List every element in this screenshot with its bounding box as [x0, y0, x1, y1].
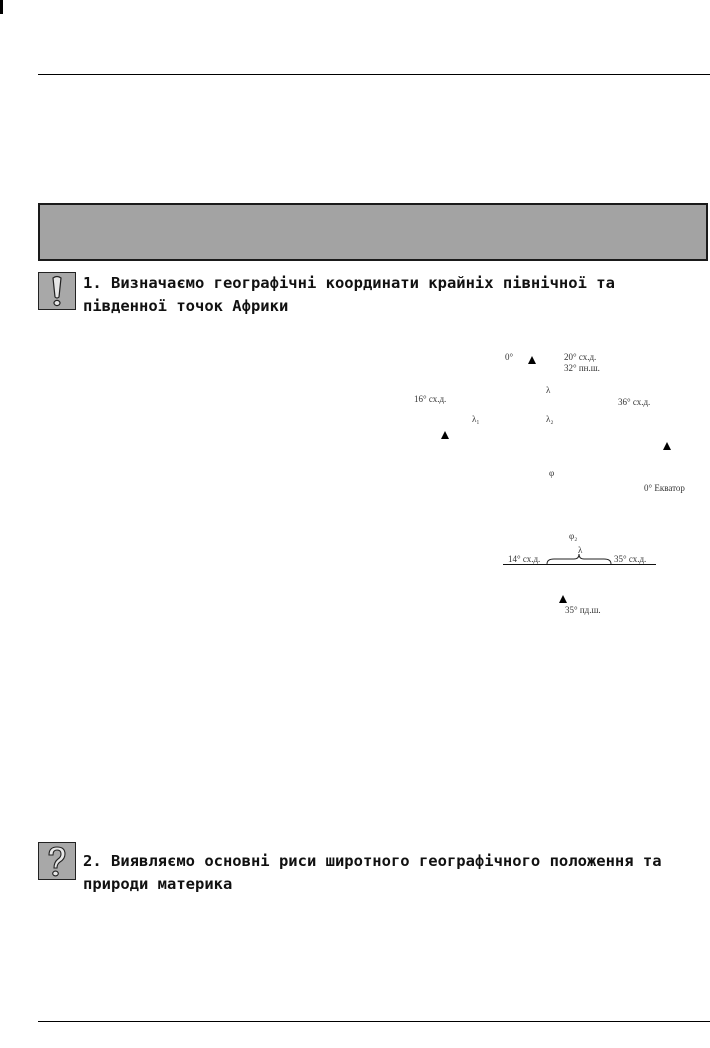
label-14e: 14° сх.д. — [508, 554, 541, 564]
south-point-marker — [559, 595, 567, 603]
section-2-heading: 2. Виявляємо основні риси широтного географічного положення та природи материка — [83, 852, 662, 893]
label-phi2: φ₂ — [569, 531, 578, 541]
label-32n: 32° пн.ш. — [564, 363, 600, 373]
label-35s: 35° пд.ш. — [565, 605, 601, 615]
label-lambda2: λ₂ — [546, 414, 554, 424]
label-phi: φ — [549, 468, 555, 478]
label-lambda: λ — [546, 385, 551, 395]
label-lambda1: λ₁ — [472, 414, 480, 424]
exclamation-icon — [38, 272, 76, 310]
longitude-scale-line — [503, 564, 656, 565]
label-0-equator: 0° Екватор — [644, 483, 685, 493]
corner-mark — [0, 0, 3, 14]
footer-rule — [38, 1021, 710, 1022]
label-35e: 35° сх.д. — [614, 554, 647, 564]
label-16e: 16° сх.д. — [414, 394, 447, 404]
label-20e: 20° сх.д. — [564, 352, 597, 362]
east-point-marker — [663, 442, 671, 450]
section-1-heading: 1. Визначаємо географічні координати крайніх північної та південної точок Африки — [83, 274, 615, 315]
label-36e: 36° сх.д. — [618, 397, 651, 407]
label-0deg: 0° — [505, 352, 514, 362]
north-point-marker — [528, 356, 536, 364]
question-icon — [38, 842, 76, 880]
label-lambda-brace: λ — [578, 545, 583, 555]
west-point-marker — [441, 431, 449, 439]
section-title-band — [38, 203, 708, 261]
header-rule — [38, 74, 710, 75]
